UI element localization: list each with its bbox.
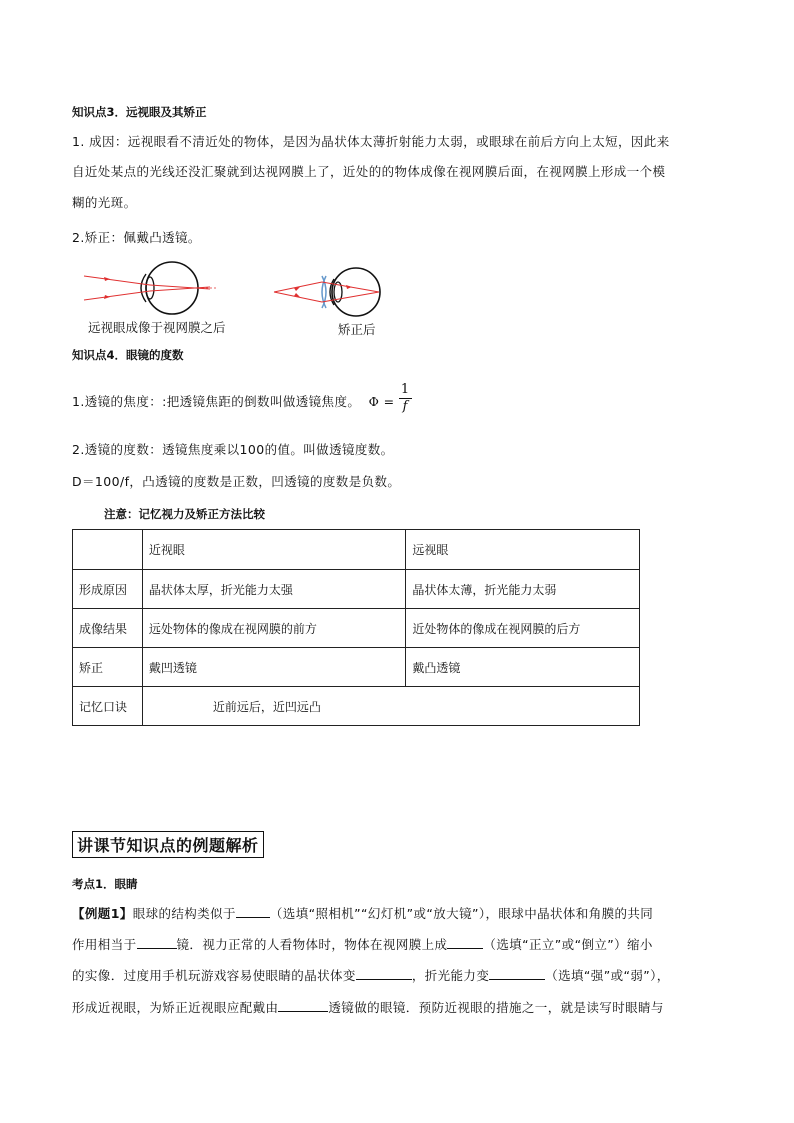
kp3-title: 知识点3．远视眼及其矫正	[72, 105, 207, 119]
table-cell: 晶状体太薄，折光能力太弱	[406, 570, 640, 609]
answer-blank[interactable]	[236, 905, 270, 918]
answer-blank[interactable]	[447, 936, 483, 949]
table-row	[73, 570, 640, 609]
example-text: 透镜做的眼镜．预防近视眼的措施之一，就是读写时眼睛与	[328, 1000, 664, 1015]
comparison-table	[72, 529, 640, 726]
kp4-para2: 2.透镜的度数：透镜焦度乘以100的值。叫做透镜度数。	[72, 442, 394, 457]
kp3-para1-line1: 1. 成因：远视眼看不清近处的物体，是因为晶状体太薄折射能力太弱，或眼球在前后方向上太短，因此来	[72, 134, 670, 149]
example-text: （选填“照相机”“幻灯机”或“放大镜”），眼球中晶状体和角膜的共同	[269, 906, 654, 921]
answer-blank[interactable]	[356, 967, 412, 980]
example-text: 镜．视力正常的人看物体时，物体在视网膜上成	[176, 937, 448, 952]
example1-line2	[72, 935, 653, 955]
answer-blank[interactable]	[489, 967, 545, 980]
corrected-eye-diagram	[272, 262, 387, 322]
table-cell: 形成原因	[73, 570, 143, 609]
kaodian1-title: 考点1．眼睛	[72, 877, 138, 891]
example-text: 眼球的结构类似于	[132, 906, 236, 921]
formula-numerator: 1	[400, 382, 410, 397]
example-label: 【例题1】	[72, 906, 133, 921]
figure-caption-corrected: 矫正后	[338, 323, 376, 337]
table-header-cell: 远视眼	[406, 530, 640, 570]
formula-lhs: Φ =	[368, 394, 395, 409]
example-text: 形成近视眼，为矫正近视眼应配戴由	[72, 1000, 279, 1015]
table-cell: 晶状体太厚，折光能力太强	[142, 570, 405, 609]
mnemonic-cell: 近前远后，近凹远凸	[142, 687, 639, 726]
kp3-para2: 2.矫正：佩戴凸透镜。	[72, 230, 201, 245]
formula-fraction	[399, 382, 412, 415]
kp4-title: 知识点4．眼镜的度数	[72, 348, 184, 362]
example1-line3	[72, 966, 670, 986]
kp4-para3: D＝100/f，凸透镜的度数是正数，凹透镜的度数是负数。	[72, 474, 401, 489]
section-title: 讲课节知识点的例题解析	[72, 831, 264, 858]
example-text: ，折光能力变	[411, 968, 490, 983]
example-text: （选填“正立”或“倒立”）缩小	[483, 937, 653, 952]
table-header-row	[73, 530, 640, 570]
example-text: 的实像．过度用手机玩游戏容易使眼睛的晶状体变	[72, 968, 356, 983]
table-row	[73, 648, 640, 687]
formula-denominator: f	[402, 399, 408, 414]
kp4-para1-text: 1.透镜的焦度：:把透镜焦距的倒数叫做透镜焦度。	[72, 394, 361, 409]
answer-blank[interactable]	[137, 936, 177, 949]
table-cell: 戴凹透镜	[142, 648, 405, 687]
table-row	[73, 609, 640, 648]
table-cell: 成像结果	[73, 609, 143, 648]
kp3-para1-line2: 自近处某点的光线还没汇聚就到达视网膜上了，近处的的物体成像在视网膜后面，在视网膜上形成一个模	[72, 164, 666, 179]
example1-line4	[72, 998, 664, 1018]
answer-blank[interactable]	[278, 999, 328, 1012]
example1-line1	[72, 904, 653, 924]
table-cell: 矫正	[73, 648, 143, 687]
table-header-cell	[73, 530, 143, 570]
example-text: 作用相当于	[72, 937, 137, 952]
figure-caption-hyperopia: 远视眼成像于视网膜之后	[88, 321, 226, 335]
table-header-cell: 近视眼	[142, 530, 405, 570]
kp3-para1-line3: 糊的光斑。	[72, 195, 137, 210]
example-text: （选填“强”或“弱”），	[545, 968, 670, 983]
note-heading: 注意：记忆视力及矫正方法比较	[104, 507, 265, 521]
table-cell: 记忆口诀	[73, 687, 143, 726]
hyperopia-eye-diagram	[80, 258, 220, 318]
kp4-para1	[72, 382, 412, 415]
table-row-mnemonic	[73, 687, 640, 726]
table-cell: 近处物体的像成在视网膜的后方	[406, 609, 640, 648]
table-cell: 戴凸透镜	[406, 648, 640, 687]
table-cell: 远处物体的像成在视网膜的前方	[142, 609, 405, 648]
